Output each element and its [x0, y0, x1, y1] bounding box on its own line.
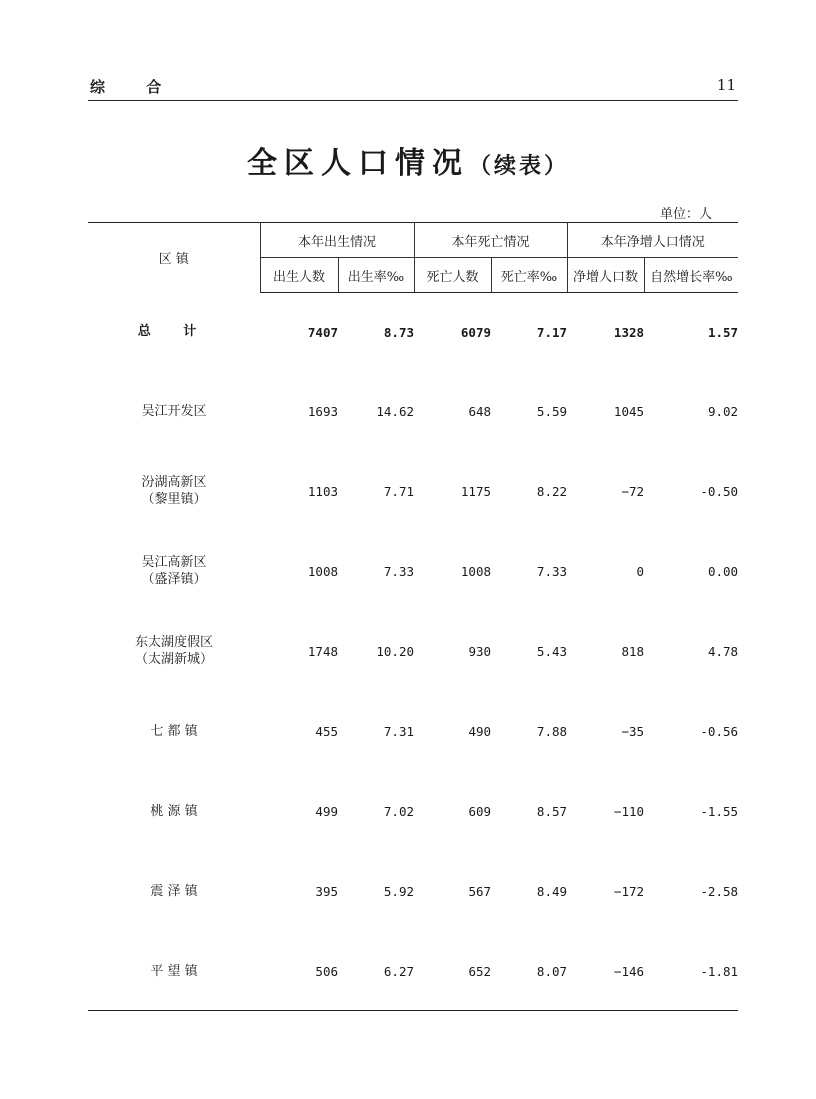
table-row — [88, 851, 738, 931]
birth-rate-cell: 7.33 — [383, 563, 415, 579]
region-name-line1: 吴江高新区 — [141, 555, 207, 570]
birth-rate-cell: 8.73 — [383, 324, 415, 340]
title-main: 全区人口情况 — [246, 146, 469, 181]
region-name — [88, 451, 260, 531]
region-name-line1: 总 计 — [137, 324, 211, 340]
net-increase-cell: −110 — [613, 803, 645, 819]
page-title — [0, 138, 816, 182]
title-suffix: （续表） — [468, 154, 569, 179]
column-header-births: 出生人数 — [260, 258, 338, 293]
growth-rate-cell: 9.02 — [707, 403, 739, 419]
region-name-line1: 东太湖度假区 — [134, 635, 213, 650]
column-header-deaths: 死亡人数 — [414, 258, 491, 293]
net-increase-cell: −35 — [621, 723, 645, 739]
table-row — [88, 451, 738, 531]
births-cell: 395 — [315, 883, 338, 899]
birth-rate-cell: 5.92 — [383, 883, 415, 899]
deaths-cell: 648 — [468, 403, 492, 419]
death-rate-cell: 7.88 — [536, 723, 568, 739]
birth-rate-cell: 7.02 — [383, 803, 415, 819]
birth-rate-cell: 14.62 — [376, 403, 415, 419]
running-header — [88, 74, 738, 101]
population-table — [88, 222, 738, 1011]
growth-rate-cell: 4.78 — [707, 643, 739, 659]
death-rate-cell: 8.57 — [536, 803, 568, 819]
birth-rate-cell: 6.27 — [383, 963, 415, 979]
deaths-cell: 1175 — [460, 483, 492, 499]
table-row — [88, 691, 738, 771]
growth-rate-cell: -2.58 — [700, 883, 739, 899]
net-increase-cell: 1045 — [613, 403, 645, 419]
column-header-birth-rate: 出生率‰ — [338, 258, 414, 293]
growth-rate-cell: 1.57 — [707, 324, 739, 340]
death-rate-cell: 5.59 — [536, 403, 568, 419]
column-header-growth-rate: 自然增长率‰ — [644, 258, 738, 293]
table-bottom-rule — [88, 1010, 738, 1011]
table-row — [88, 531, 738, 611]
growth-rate-cell: -0.56 — [700, 723, 739, 739]
region-name — [88, 293, 260, 372]
region-name-line1: 吴江开发区 — [141, 403, 207, 419]
death-rate-cell: 8.07 — [536, 963, 568, 979]
page-number: 11 — [716, 76, 736, 94]
table-row — [88, 611, 738, 691]
group-header-deaths: 本年死亡情况 — [414, 223, 567, 258]
deaths-cell: 490 — [468, 723, 492, 739]
region-name-line1: 桃 源 镇 — [150, 803, 198, 819]
death-rate-cell: 8.49 — [536, 883, 568, 899]
net-increase-cell: −72 — [621, 483, 645, 499]
death-rate-cell: 7.33 — [536, 563, 568, 579]
section-label: 综 合 — [90, 78, 180, 96]
column-header-death-rate: 死亡率‰ — [491, 258, 567, 293]
group-header-net: 本年净增人口情况 — [567, 223, 738, 258]
deaths-cell: 652 — [468, 963, 492, 979]
death-rate-cell: 5.43 — [536, 643, 568, 659]
region-name-line2: （黎里镇） — [141, 492, 207, 507]
growth-rate-cell: -1.55 — [700, 803, 739, 819]
table-row-total — [88, 293, 738, 372]
region-name-line2: （盛泽镇） — [141, 572, 207, 587]
growth-rate-cell: -0.50 — [700, 483, 739, 499]
net-increase-cell: −172 — [613, 883, 645, 899]
region-name — [88, 851, 260, 931]
births-cell: 499 — [315, 803, 338, 819]
region-column-header: 区 镇 — [88, 223, 260, 293]
births-cell: 1693 — [307, 403, 338, 419]
region-name-line1: 震 泽 镇 — [150, 883, 198, 899]
birth-rate-cell: 7.31 — [383, 723, 415, 739]
group-header-row — [88, 223, 738, 258]
birth-rate-cell: 10.20 — [376, 643, 415, 659]
death-rate-cell: 7.17 — [536, 324, 568, 340]
deaths-cell: 930 — [468, 643, 492, 659]
table-row — [88, 931, 738, 1011]
births-cell: 506 — [315, 963, 338, 979]
births-cell: 1103 — [307, 483, 338, 499]
birth-rate-cell: 7.71 — [383, 483, 415, 499]
region-name-line1: 七 都 镇 — [150, 723, 198, 739]
region-name-line2: （太湖新城） — [134, 652, 213, 667]
net-increase-cell: 818 — [621, 643, 645, 659]
deaths-cell: 1008 — [460, 563, 492, 579]
column-header-net-increase: 净增人口数 — [567, 258, 644, 293]
deaths-cell: 609 — [468, 803, 492, 819]
region-name — [88, 531, 260, 611]
death-rate-cell: 8.22 — [536, 483, 568, 499]
births-cell: 455 — [315, 723, 338, 739]
growth-rate-cell: -1.81 — [700, 963, 739, 979]
net-increase-cell: 0 — [636, 563, 645, 579]
deaths-cell: 6079 — [460, 324, 492, 340]
table-row — [88, 771, 738, 851]
region-name — [88, 611, 260, 691]
births-cell: 1748 — [307, 643, 338, 659]
group-header-births: 本年出生情况 — [260, 223, 414, 258]
region-name-line1: 汾湖高新区 — [141, 475, 207, 490]
region-name — [88, 371, 260, 451]
region-name-line1: 平 望 镇 — [150, 963, 198, 979]
births-cell: 1008 — [307, 563, 338, 579]
unit-label: 单位：人 — [660, 207, 713, 222]
deaths-cell: 567 — [468, 883, 492, 899]
births-cell: 7407 — [307, 324, 338, 340]
net-increase-cell: 1328 — [613, 324, 645, 340]
region-name — [88, 771, 260, 851]
region-name — [88, 931, 260, 1011]
region-name — [88, 691, 260, 771]
net-increase-cell: −146 — [613, 963, 645, 979]
table-row — [88, 371, 738, 451]
growth-rate-cell: 0.00 — [707, 563, 739, 579]
